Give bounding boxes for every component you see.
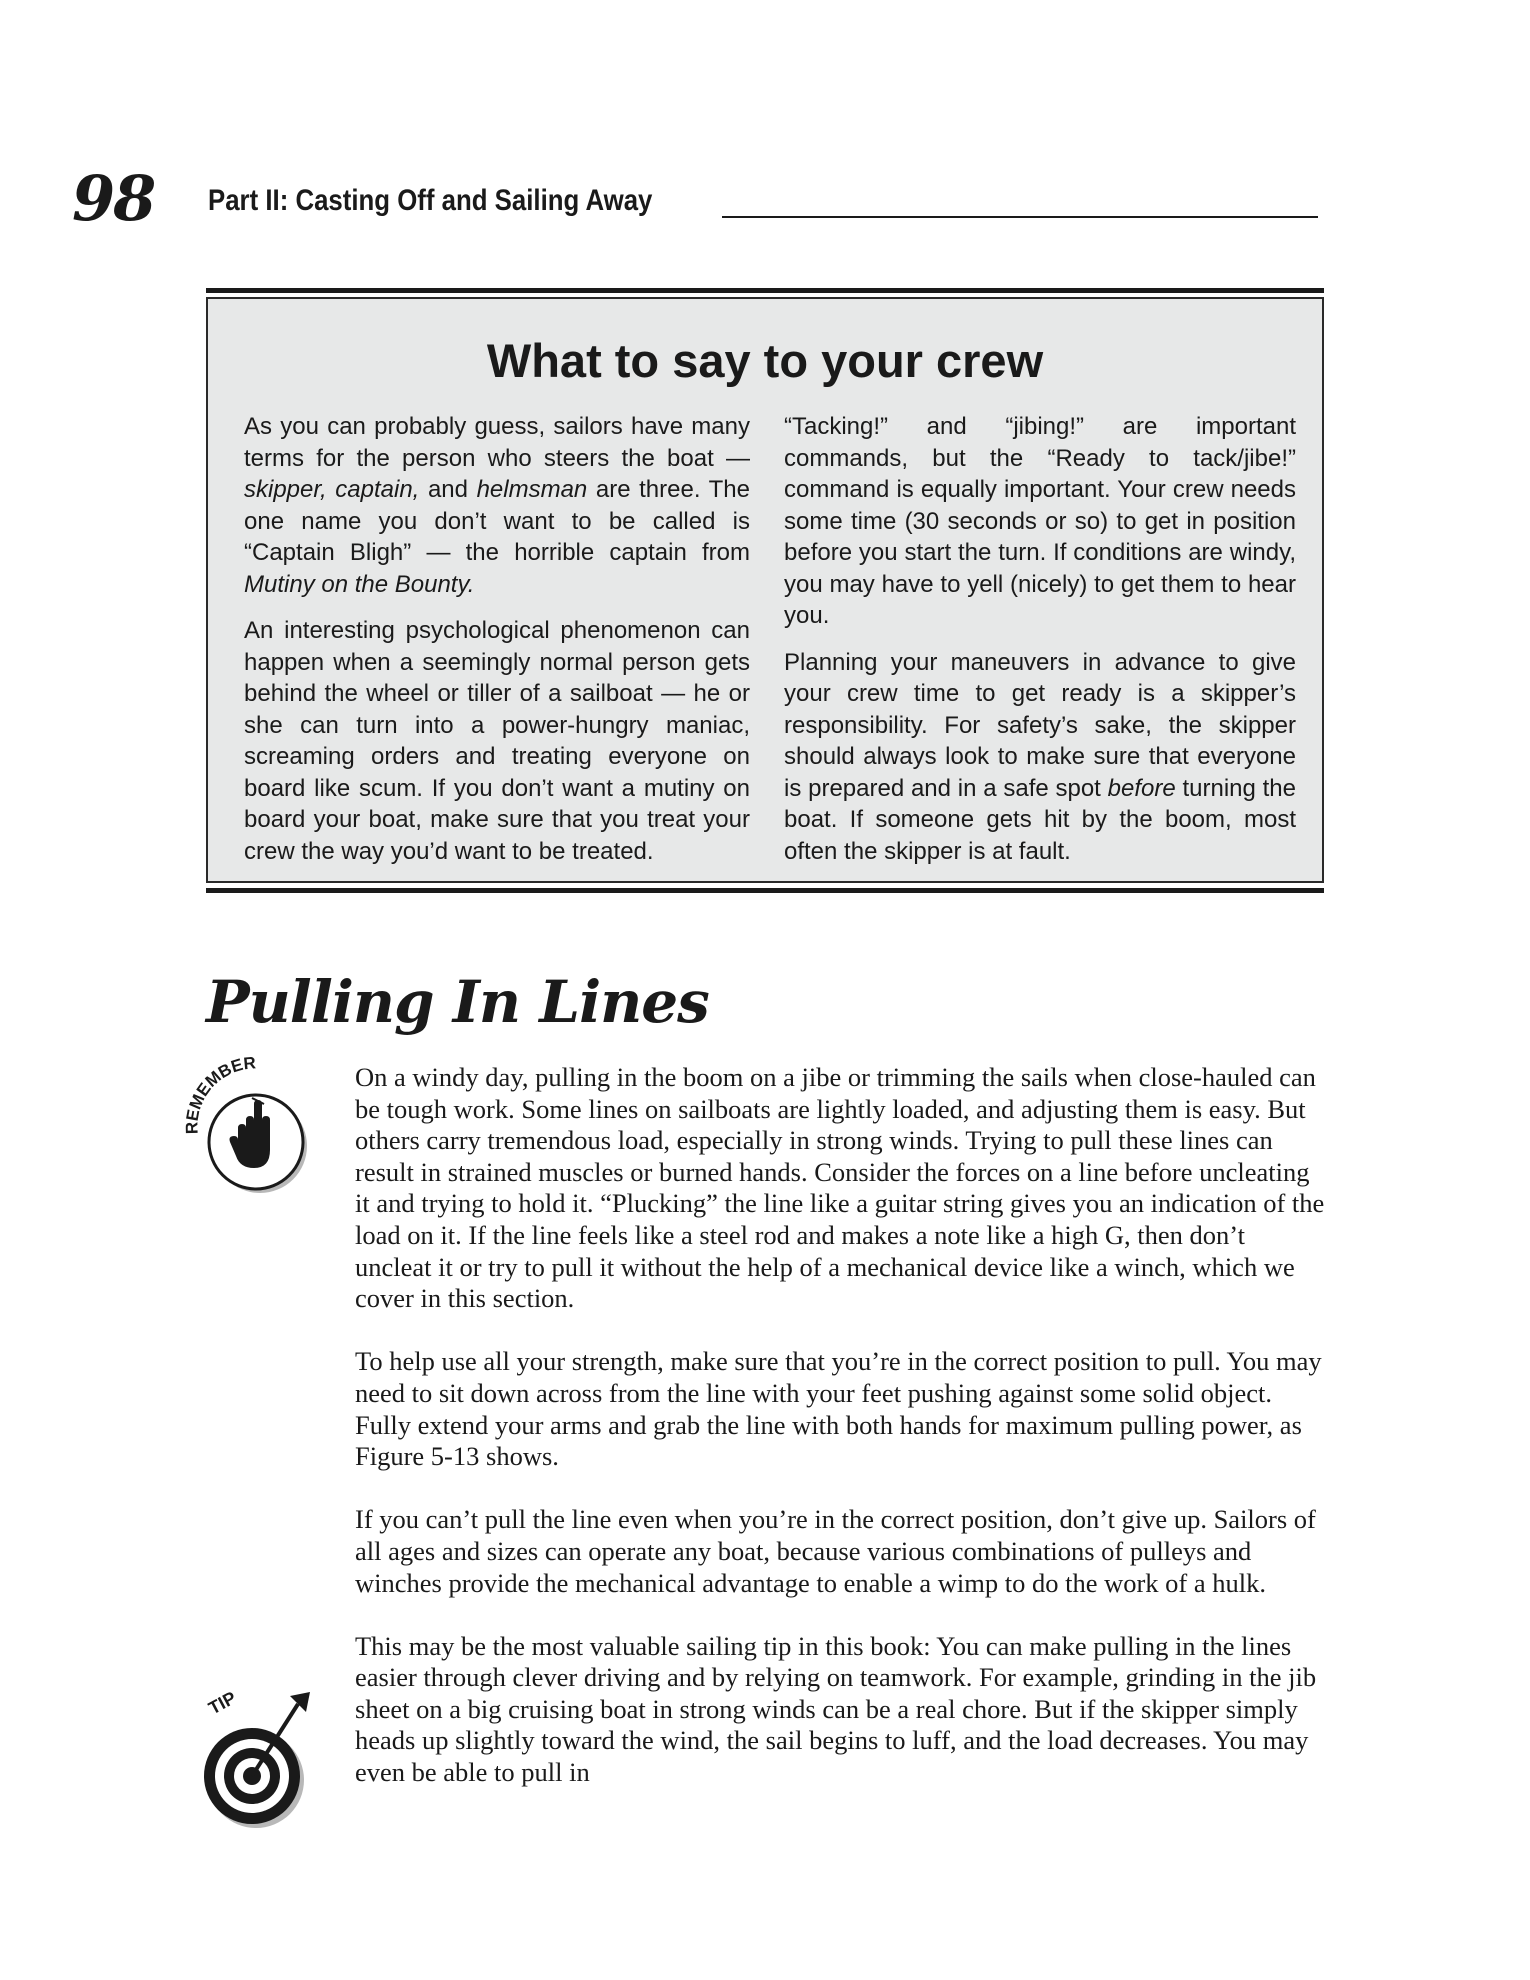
body-paragraph: This may be the most valuable sailing tip in this book: You can make pulling in the lines easier through clever driving and by relying on teamwork. For example, grinding in the jib sheet on a big cruising boat in strong winds can be a real chore. But if the skipper simply heads up slightly toward the wind, the sail begins to luff, and the load decreases. You may even be able to pull in [355,1630,1317,1788]
section-body [355,1062,1325,1820]
remember-label: REMEMBER [182,1054,257,1135]
remember-icon-graphic [180,1054,320,1194]
sidebar-paragraph [244,411,750,600]
remember-icon [180,1054,320,1194]
sidebar-right-column [784,411,1296,882]
body-paragraph: To help use all your strength, make sure that you’re in the correct position to pull. You may need to sit down across from the line with your feet pushing against some solid object. Fully extend your arms and grab the line with both hands for maximum pulling power, as Figure 5-13 shows. [355,1346,1322,1472]
text-run: As you can probably guess, sailors have many terms for the person who steers the boat — [244,413,750,472]
sidebar-top-rule [206,288,1324,293]
italic-run: Mutiny on the Bounty. [244,570,475,598]
italic-run: skipper, captain, [244,476,420,503]
sidebar-paragraph: “Tacking!” and “jibing!” are important commands, but the “Ready to tack/jibe!” command is equally important. Your crew needs some time (30 seconds or so) to get in position before you start the turn. If conditions are windy, you may have to yell (nicely) to get them to hear you. [784,413,1296,629]
page-header [72,162,1318,238]
section-heading: Pulling In Lines [206,968,709,1036]
italic-run: before [1107,774,1176,802]
tip-icon-graphic [198,1682,318,1832]
italic-run: helmsman [476,476,588,503]
tip-label: TIP [205,1687,240,1719]
sidebar-paragraph [784,647,1296,868]
text-run: Planning your maneuvers in advance to give your crew time to get ready is a skipper’s responsibility. For safety’s sake, the skipper should always look to make sure that everyone is prepared and in a safe spot [784,648,1296,802]
header-rule [722,216,1318,218]
sidebar-left-column [244,411,750,882]
tip-icon [198,1682,318,1832]
text-run: turning the boat. If someone gets hit by the boom, most often the skipper is at fault. [784,774,1297,865]
text-run: and [419,476,477,503]
sidebar [206,288,1324,898]
body-paragraph: If you can’t pull the line even when you’re in the correct position, don’t give up. Sailors of all ages and sizes can operate any boat, because various combinations of pulleys and winches provide the mechanical advantage to enable a wimp to do the work of a hulk. [355,1504,1316,1598]
sidebar-box [206,297,1324,883]
sidebar-title: What to say to your crew [486,334,1044,387]
running-head: Part II: Casting Off and Sailing Away [208,184,653,217]
page-number: 98 [72,162,155,235]
text-run: are three. The one name you don’t want to be called is “Captain Bligh” — the horrible captain from [244,476,751,566]
sidebar-paragraph: An interesting psychological phenomenon can happen when a seemingly normal person gets behind the wheel or tiller of a sailboat — he or she can turn into a power-hungry maniac, screaming orders and treating everyone on board like scum. If you don’t want a mutiny on board your boat, make sure that you treat your crew the way you’d want to be treated. [244,617,750,865]
sidebar-bottom-rule [206,888,1324,893]
body-paragraph: On a windy day, pulling in the boom on a jibe or trimming the sails when close-hauled can be tough work. Some lines on sailboats are lightly loaded, and adjusting them is easy. But others carry tremendous load, especially in strong winds. Trying to pull these lines can result in strained muscles or burned hands. Consider the forces on a line before uncleating it and trying to hold it. “Plucking” the line like a guitar string gives you an indication of the load on it. If the line feels like a steel rod and makes a note like a high G, then don’t uncleat it or try to pull it without the help of a mechanical device like a winch, which we cover in this section. [355,1062,1325,1314]
